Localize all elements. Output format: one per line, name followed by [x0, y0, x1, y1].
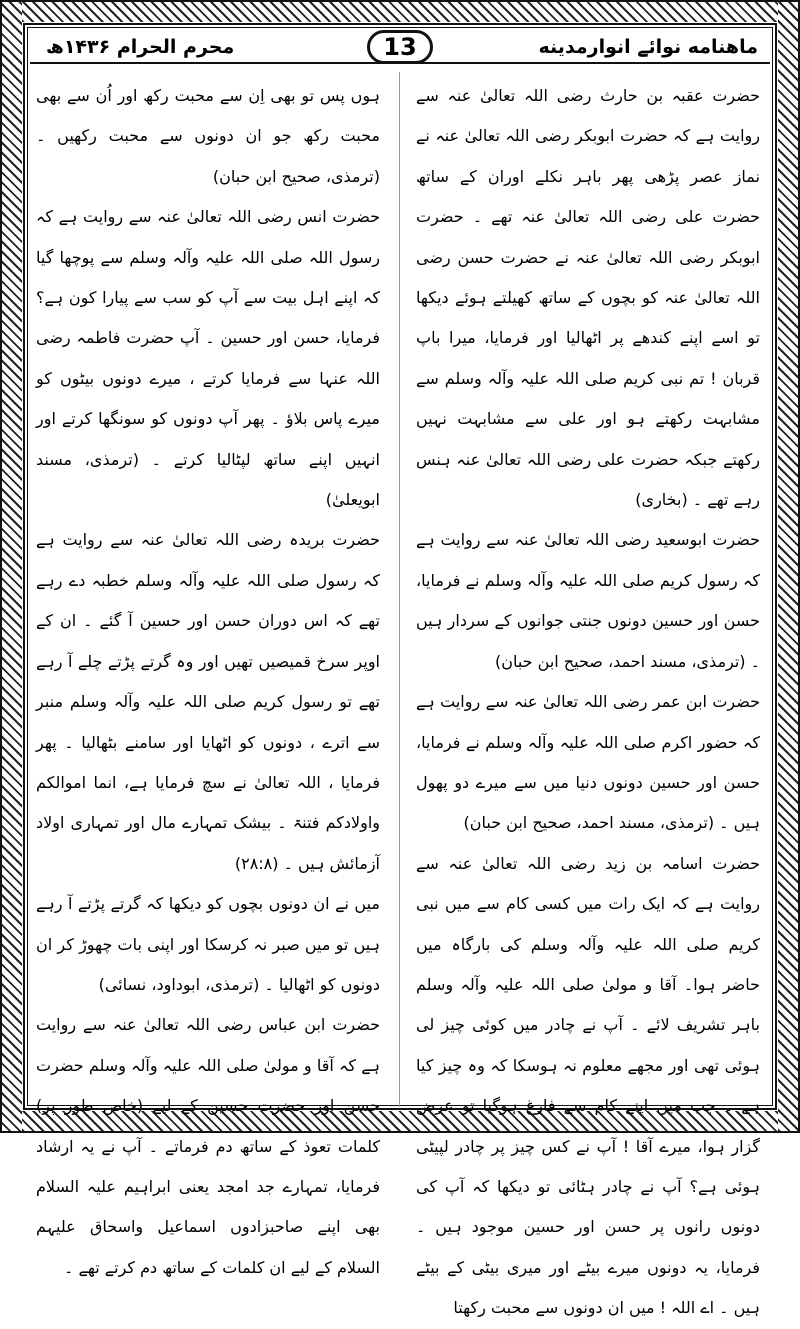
paragraph: حضرت اسامہ بن زید رضی اللہ تعالیٰ عنہ سے روایت ہے کہ ایک رات میں کسی کام سے میں نبی کریم صلی اللہ علیہ وآلہ وسلم کی بارگاہ میں حاضر ہوا۔ آقا و مولیٰ صلی اللہ علیہ وآلہ وسلم باہر تشریف لائے ۔ آپ نے چادر میں کوئی چیز لی ہوئی تھی اور مجھے معلوم نہ ہوسکا کہ وہ چیز کیا ہے ۔ جب میں اپنے کام سے فارغ ہوگیا تو عرض گزار ہوا، میرے آقا ! آپ نے کس چیز پر چادر لپیٹی ہوئی ہے؟ آپ نے چادر ہٹائی تو دیکھا کہ آپ کی دونوں رانوں پر حسن اور حسین موجود ہیں ۔ فرمایا، یہ دونوں میرے بیٹے اور میری بیٹی کے بیٹے ہیں ۔ اے اللہ ! میں ان دونوں سے محبت رکھتا: [416, 853, 760, 1318]
paragraph: حضرت ابن عباس رضی اللہ تعالیٰ عنہ سے روایت ہے کہ آقا و مولیٰ صلی اللہ علیہ وآلہ وسلم حضرت حسن اور حضرت حسین کے لیے (خاص طور پر) کلمات تعوذ کے ساتھ دم فرماتے ۔ آپ نے یہ ارشاد فرمایا، تمہارے جد امجد یعنی ابراہیم علیہ السلام بھی اپنے صاحبزادوں اسماعیل واسحاق علیہم السلام کے لیے ان کلمات کے ساتھ دم کرتے تھے ۔: [36, 1015, 380, 1277]
issue-date: محرم الحرام ۱۴۳۶ھ: [46, 36, 235, 58]
paragraph: ہوں پس تو بھی اِن سے محبت رکھ اور اُن سے بھی محبت رکھ جو ان دونوں سے محبت رکھیں ۔ (ترمذی، صحیح ابن حبان): [36, 86, 380, 186]
paragraph: حضرت بریدہ رضی اللہ تعالیٰ عنہ سے روایت ہے کہ رسول صلی اللہ علیہ وآلہ وسلم خطبہ دے رہے تھے کہ اس دوران حسن اور حسین آ گئے ۔ ان کے اوپر سرخ قمیصیں تھیں اور وہ گرتے پڑتے چلے آ رہے تھے تو رسول کریم صلی اللہ علیہ وآلہ وسلم منبر سے اترے ، دونوں کو اٹھایا اور سامنے بٹھالیا ۔ پھر فرمایا ، اللہ تعالیٰ نے سچ فرمایا ہے، انما اموالکم واولادکم فتنۃ ۔ بیشک تمہارے مال اور تمہاری اولاد آزمائش ہیں ۔ (۲۸:۸): [36, 530, 380, 873]
page-number: 13: [367, 30, 433, 64]
paragraph: حضرت انس رضی اللہ تعالیٰ عنہ سے روایت ہے کہ رسول اللہ صلی اللہ علیہ وآلہ وسلم سے پوچھا گیا کہ اپنے اہل بیت سے آپ کو سب سے پیارا کون ہے؟ فرمایا، حسن اور حسین ۔ آپ حضرت فاطمہ رضی اللہ عنہا سے فرمایا کرتے ، میرے دونوں بیٹوں کو میرے پاس بلاؤ ۔ پھر آپ دونوں کو سونگھا کرتے اور انہیں اپنے ساتھ لپٹالیا کرتے ۔ (ترمذی، مسند ابویعلیٰ): [36, 207, 380, 510]
paragraph: حضرت عقبہ بن حارث رضی اللہ تعالیٰ عنہ سے روایت ہے کہ حضرت ابوبکر رضی اللہ تعالیٰ عنہ نے نماز عصر پڑھی پھر باہر نکلے اوران کے ساتھ حضرت علی رضی اللہ تعالیٰ عنہ تھے ۔ حضرت ابوبکر رضی اللہ تعالیٰ عنہ نے حضرت حسن رضی اللہ تعالیٰ عنہ کو بچوں کے ساتھ کھیلتے ہوئے دیکھا تو اسے اپنے کندھے پر اٹھالیا اور فرمایا، میرا باپ قربان ! تم نبی کریم صلی اللہ علیہ وآلہ وسلم سے مشابہت رکھتے ہو اور علی سے مشابہت نہیں رکھتے جبکہ حضرت علی رضی اللہ تعالیٰ عنہ ہنس رہے تھے ۔ (بخاری): [416, 86, 760, 510]
page-header: [30, 30, 770, 64]
right-column: [416, 76, 760, 1318]
paragraph: حضرت ابوسعید رضی اللہ تعالیٰ عنہ سے روایت ہے کہ رسول کریم صلی اللہ علیہ وآلہ وسلم نے فرمایا، حسن اور حسین دونوں جنتی جوانوں کے سردار ہیں ۔ (ترمذی، مسند احمد، صحیح ابن حبان): [416, 530, 760, 671]
paragraph: میں نے ان دونوں بچوں کو دیکھا کہ گرتے پڑتے آ رہے ہیں تو میں صبر نہ کرسکا اور اپنی بات چھوڑ کر ان دونوں کو اٹھالیا ۔ (ترمذی، ابوداود، نسائی): [36, 894, 380, 994]
paragraph: حضرت ابن عمر رضی اللہ تعالیٰ عنہ سے روایت ہے کہ حضور اکرم صلی اللہ علیہ وآلہ وسلم نے فرمایا، حسن اور حسین دونوں دنیا میں سے میرے دو پھول ہیں ۔ (ترمذی، مسند احمد، صحیح ابن حبان): [416, 692, 760, 833]
left-column: [36, 76, 380, 1277]
column-divider: [399, 72, 400, 1107]
magazine-title: ماهنامه نوائے انوارمدینه: [538, 36, 758, 58]
